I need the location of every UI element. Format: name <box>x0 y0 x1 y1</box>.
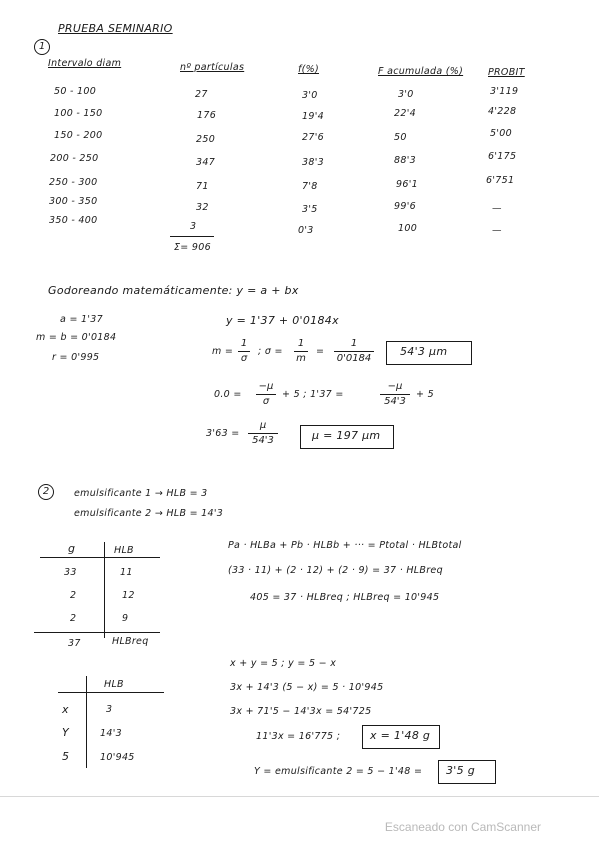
row-7-f: 0'3 <box>298 225 314 236</box>
equation-6: 3x + 71'5 − 14'3x = 54'725 <box>230 706 372 717</box>
equation-1: Pa · HLBa + Pb · HLBb + ··· = Ptotal · HLBtotal <box>228 540 462 551</box>
table2-header-hlb: HLB <box>104 679 124 690</box>
sigma-lhs: m = <box>212 346 234 357</box>
table1-r1-hlb: 11 <box>120 567 133 578</box>
x-result: x = 1'48 g <box>370 729 431 742</box>
sigma-frac-3: 1 0'0184 <box>334 338 374 365</box>
row-1-f: 3'0 <box>302 90 318 101</box>
row-4-particles: 347 <box>196 157 216 168</box>
table1-r2-hlb: 12 <box>122 590 135 601</box>
table2-r3-hlb: 10'945 <box>100 752 135 763</box>
table1-header-g: g <box>68 542 76 555</box>
row-4-f: 38'3 <box>302 157 324 168</box>
row-2-probit: 4'228 <box>488 106 517 117</box>
table1-r3-hlb: 9 <box>122 613 129 624</box>
sigma-frac-1: 1 σ <box>238 338 250 365</box>
param-r: r = 0'995 <box>52 352 100 363</box>
table1-r1-g: 33 <box>64 567 77 578</box>
mu-line2-a: 3'63 = <box>206 428 240 439</box>
emulsifier-1: emulsificante 1 → HLB = 3 <box>74 488 208 499</box>
row-4-F: 88'3 <box>394 155 416 166</box>
row-7-probit: — <box>492 225 502 236</box>
equation-8: Y = emulsificante 2 = 5 − 1'48 = <box>254 766 423 777</box>
equation-2: (33 · 11) + (2 · 12) + (2 · 9) = 37 · HLBreq <box>228 565 443 576</box>
table1-r2-g: 2 <box>70 590 77 601</box>
table2-r1-hlb: 3 <box>106 704 113 715</box>
table1-vertical-rule <box>104 542 105 638</box>
mu-result: μ = 197 μm <box>312 429 381 442</box>
row-6-particles: 32 <box>196 202 209 213</box>
header-particles: nº partículas <box>180 62 245 73</box>
mu-frac-3: μ 54'3 <box>248 420 278 447</box>
row-7-interval: 350 - 400 <box>49 215 98 226</box>
row-1-probit: 3'119 <box>490 86 519 97</box>
table2-r2-hlb: 14'3 <box>100 728 122 739</box>
particles-total: Σ= 906 <box>174 242 211 253</box>
sigma-frac-2: 1 m <box>294 338 308 365</box>
row-1-F: 3'0 <box>398 89 414 100</box>
table2-r3-label: 5 <box>62 750 70 763</box>
param-b: m = b = 0'0184 <box>36 332 117 343</box>
row-3-probit: 5'00 <box>490 128 512 139</box>
equation-3: 405 = 37 · HLBreq ; HLBreq = 10'945 <box>250 592 440 603</box>
header-frequency: f(%) <box>298 64 319 75</box>
row-4-interval: 200 - 250 <box>50 153 99 164</box>
y-result: 3'5 g <box>446 764 475 777</box>
row-7-F: 100 <box>398 223 418 234</box>
row-7-particles: 3 <box>190 221 197 232</box>
row-4-probit: 6'175 <box>488 151 517 162</box>
fit-equation: y = 1'37 + 0'0184x <box>226 314 339 327</box>
sigma-eq: = <box>316 346 325 357</box>
row-5-f: 7'8 <box>302 181 318 192</box>
camscanner-watermark: Escaneado con CamScanner <box>384 820 541 834</box>
header-cumulative: F acumulada (%) <box>378 66 464 77</box>
row-6-probit: — <box>492 203 502 214</box>
mu-line1-b: + 5 ; 1'37 = <box>282 389 344 400</box>
row-3-particles: 250 <box>196 134 216 145</box>
mu-line1-c: + 5 <box>416 389 434 400</box>
table1-r3-g: 2 <box>70 613 77 624</box>
param-a: a = 1'37 <box>60 314 103 325</box>
row-1-interval: 50 - 100 <box>54 86 97 97</box>
row-6-F: 99'6 <box>394 201 416 212</box>
table1-header-hlb: HLB <box>114 545 134 556</box>
table1-sum-rule <box>34 632 160 633</box>
table2-header-rule <box>58 692 164 693</box>
mu-frac-1: −μ σ <box>256 381 276 408</box>
table2-r2-label: Y <box>62 726 70 739</box>
row-2-interval: 100 - 150 <box>54 108 103 119</box>
row-1-particles: 27 <box>195 89 208 100</box>
sigma-mid: ; σ = <box>258 346 283 357</box>
equation-5: 3x + 14'3 (5 − x) = 5 · 10'945 <box>230 682 384 693</box>
table1-total-hlb: HLBreq <box>112 636 149 647</box>
row-6-f: 3'5 <box>302 204 318 215</box>
row-5-probit: 6'751 <box>486 175 515 186</box>
mu-frac-2: −μ 54'3 <box>380 381 410 408</box>
table2-vertical-rule <box>86 676 87 768</box>
table1-header-rule <box>40 557 160 558</box>
fit-title: Godoreando matemáticamente: y = a + bx <box>48 284 299 297</box>
table2-r1-label: x <box>62 703 69 716</box>
sum-divider <box>170 236 214 237</box>
row-3-interval: 150 - 200 <box>54 130 103 141</box>
section-1-marker: 1 <box>34 39 50 55</box>
header-probit: PROBIT <box>488 67 525 78</box>
header-interval: Intervalo diam <box>48 58 122 69</box>
emulsifier-2: emulsificante 2 → HLB = 14'3 <box>74 508 224 519</box>
row-6-interval: 300 - 350 <box>49 196 98 207</box>
row-2-particles: 176 <box>197 110 217 121</box>
row-5-F: 96'1 <box>396 179 418 190</box>
row-3-f: 27'6 <box>302 132 324 143</box>
page-bottom-edge <box>0 796 599 797</box>
row-5-particles: 71 <box>196 181 209 192</box>
table1-total-g: 37 <box>68 638 81 649</box>
equation-4: x + y = 5 ; y = 5 − x <box>230 658 337 669</box>
row-3-F: 50 <box>394 132 407 143</box>
mu-line1-a: 0.0 = <box>214 389 242 400</box>
row-5-interval: 250 - 300 <box>49 177 98 188</box>
sigma-result: 54'3 μm <box>400 345 448 358</box>
page-title: PRUEBA SEMINARIO <box>58 22 173 35</box>
equation-7: 11'3x = 16'775 ; <box>256 731 341 742</box>
row-2-f: 19'4 <box>302 111 324 122</box>
section-2-marker: 2 <box>38 484 54 500</box>
row-2-F: 22'4 <box>394 108 416 119</box>
